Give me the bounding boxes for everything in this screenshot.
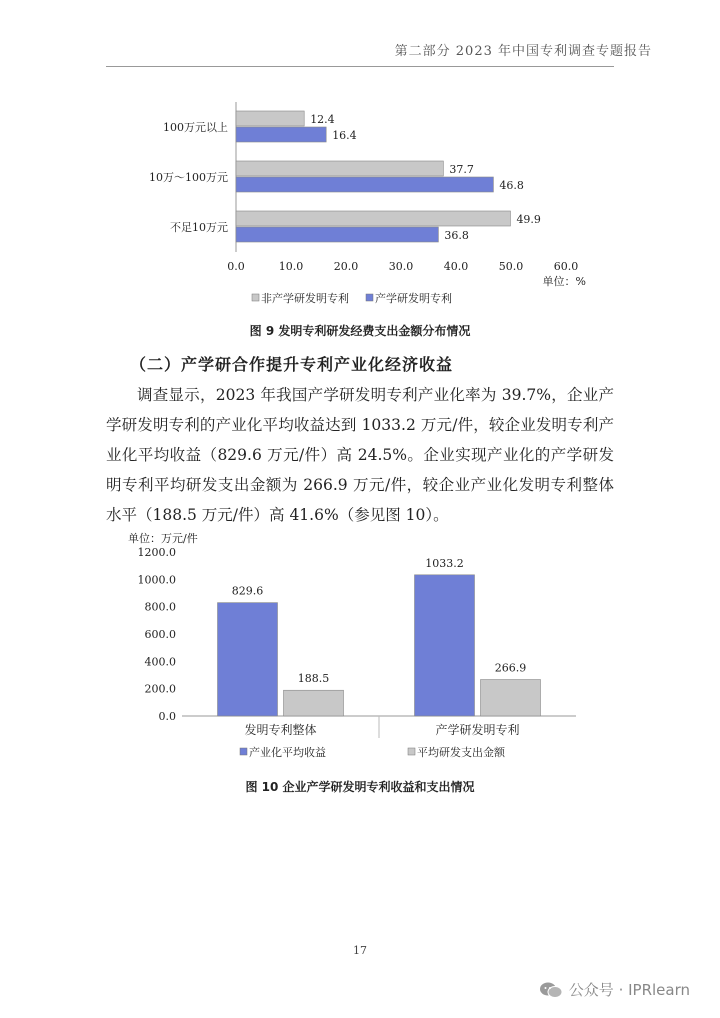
y-tick-label: 400.0: [144, 655, 176, 669]
x-tick-label: 60.0: [553, 260, 579, 273]
category-label: 100万元以上: [163, 121, 228, 134]
watermark: [539, 979, 690, 1000]
bar: [236, 161, 443, 176]
category-label: 发明专利整体: [244, 723, 317, 737]
y-tick-label: 200.0: [144, 682, 176, 696]
body-paragraph: 调查显示，2023 年我国产学研发明专利产业化率为 39.7%，企业产学研发明专利的产业化平均收益达到 1033.2 万元/件，较企业发明专利产业化平均收益（829.6 万元/件）高 24.5%。企业实现产业化的产学研发明专利平均研发支出金额为 266.9 万元/件，较企业产业化发明专利整体水平（188.5 万元/件）高 41.6%（参见图 10）。: [106, 386, 614, 524]
section-heading: （二）产学研合作提升专利产业化经济收益: [130, 355, 454, 374]
data-label: 16.4: [332, 129, 357, 142]
bar: [236, 227, 438, 242]
data-label: 1033.2: [425, 556, 464, 570]
legend-label: 非产学研发明专利: [261, 292, 349, 305]
data-label: 37.7: [449, 163, 474, 176]
unit-label: 单位：万元/件: [128, 532, 198, 545]
x-tick-label: 50.0: [498, 260, 524, 273]
x-tick-label: 10.0: [278, 260, 304, 273]
x-tick-label: 0.0: [227, 260, 245, 273]
y-tick-label: 0.0: [158, 710, 176, 723]
running-header: 第二部分 2023 年中国专利调查专题报告: [394, 44, 652, 59]
figure10-chart: [118, 530, 618, 770]
legend-label: 平均研发支出金额: [417, 746, 505, 759]
data-label: 188.5: [297, 672, 330, 686]
bar: [236, 177, 493, 192]
y-tick-label: 600.0: [144, 628, 176, 641]
data-label: 36.8: [444, 229, 469, 242]
figure10-caption: 图 10 企业产学研发明专利收益和支出情况: [245, 780, 475, 794]
page-number: 17: [353, 944, 367, 957]
y-tick-label: 1200.0: [137, 546, 176, 559]
bar: [284, 690, 344, 716]
y-tick-label: 1000.0: [137, 573, 176, 587]
category-label: 不足10万元: [170, 221, 228, 234]
data-label: 49.9: [516, 213, 541, 226]
figure9-chart: [130, 92, 600, 312]
legend-swatch: [366, 294, 373, 301]
bar: [415, 575, 475, 716]
bar: [236, 111, 304, 126]
legend-label: 产学研发明专利: [375, 292, 452, 305]
data-label: 829.6: [231, 584, 264, 598]
figure9-caption: 图 9 发明专利研发经费支出金额分布情况: [249, 324, 471, 338]
unit-label: 单位：%: [542, 275, 586, 288]
legend-swatch: [252, 294, 259, 301]
category-label: 产学研发明专利: [435, 723, 520, 737]
category-label: 10万～100万元: [149, 171, 228, 184]
header-rule: [106, 66, 614, 67]
data-label: 46.8: [499, 179, 524, 192]
x-tick-label: 30.0: [388, 260, 414, 273]
y-tick-label: 800.0: [144, 600, 176, 614]
bar: [218, 603, 278, 716]
legend-label: 产业化平均收益: [249, 746, 326, 759]
bar: [236, 127, 326, 142]
watermark-text: 公众号 · IPRlearn: [568, 981, 690, 999]
legend-swatch: [240, 748, 247, 755]
wechat-icon: [539, 981, 563, 999]
legend-swatch: [408, 748, 415, 755]
data-label: 12.4: [310, 113, 335, 126]
x-tick-label: 40.0: [443, 260, 469, 273]
bar: [236, 211, 510, 226]
bar: [481, 680, 541, 716]
data-label: 266.9: [494, 661, 527, 675]
x-tick-label: 20.0: [333, 260, 359, 273]
